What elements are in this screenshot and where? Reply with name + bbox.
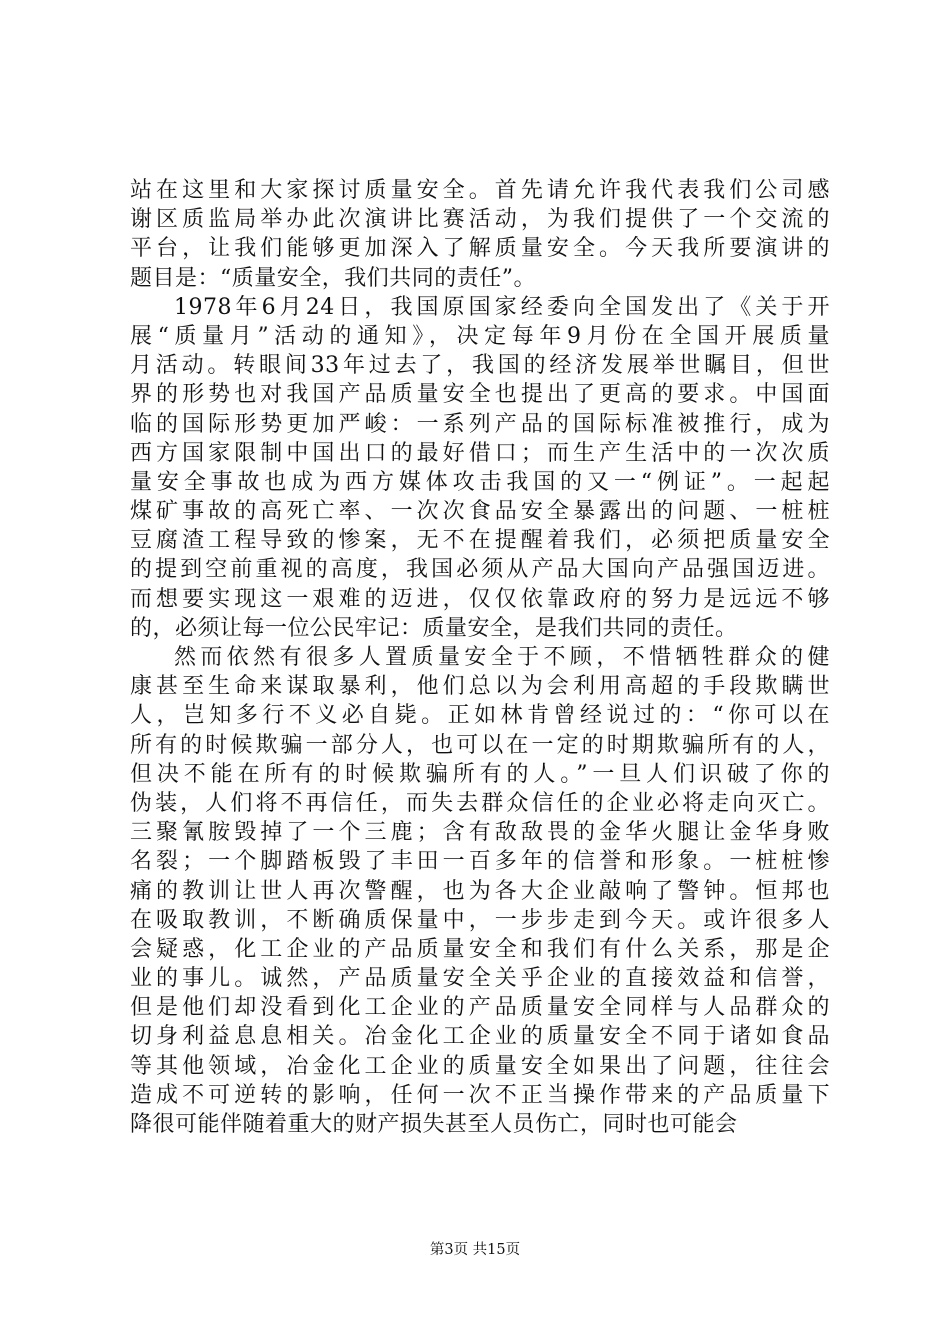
- text-line: 三聚氰胺毁掉了一个三鹿；含有敌敌畏的金华火腿让金华身败: [130, 820, 830, 846]
- text-line: 谢区质监局举办此次演讲比赛活动，为我们提供了一个交流的: [130, 207, 830, 233]
- text-line: 临的国际形势更加严峻：一系列产品的国际标准被推行，成为: [130, 411, 830, 437]
- text-line: 名裂；一个脚踏板毁了丰田一百多年的信誉和形象。一桩桩惨: [130, 849, 830, 875]
- text-line: 豆腐渣工程导致的惨案，无不在提醒着我们，必须把质量安全: [130, 528, 830, 554]
- text-line: 伪装，人们将不再信任，而失去群众信任的企业必将走向灭亡。: [130, 790, 830, 816]
- document-body: [130, 176, 830, 1139]
- paragraph: [130, 643, 830, 1139]
- text-line: 业的事儿。诚然，产品质量安全关乎企业的直接效益和信誉，: [130, 966, 830, 992]
- text-line: 切身利益息息相关。冶金化工企业的质量安全不同于诸如食品: [130, 1024, 830, 1050]
- text-line: 但决不能在所有的时候欺骗所有的人。”一旦人们识破了你的: [130, 761, 830, 787]
- text-line: 界的形势也对我国产品质量安全也提出了更高的要求。中国面: [130, 382, 830, 408]
- text-line: 然而依然有很多人置质量安全于不顾，不惜牺牲群众的健: [174, 645, 830, 670]
- paragraph: [130, 293, 830, 643]
- text-line: 而想要实现这一艰难的迈进，仅仅依靠政府的努力是远远不够: [130, 586, 830, 612]
- text-line: 1978年6月24日，我国原国家经委向全国发出了《关于开: [174, 294, 830, 320]
- text-line: 平台，让我们能够更加深入了解质量安全。今天我所要演讲的: [130, 236, 830, 262]
- page-footer: 第3页 共15页: [429, 1242, 521, 1258]
- text-line: 痛的教训让世人再次警醒，也为各大企业敲响了警钟。恒邦也: [130, 878, 830, 904]
- text-line: 煤矿事故的高死亡率、一次次食品安全暴露出的问题、一桩桩: [130, 499, 830, 525]
- text-line: 但是他们却没看到化工企业的产品质量安全同样与人品群众的: [130, 995, 830, 1021]
- text-line: 等其他领域，冶金化工企业的质量安全如果出了问题，往往会: [130, 1053, 830, 1079]
- text-line: 在吸取教训，不断确质保量中，一步步走到今天。或许很多人: [130, 907, 830, 933]
- text-line: 的，必须让每一位公民牢记：质量安全，是我们共同的责任。: [130, 615, 738, 641]
- text-line: 题目是：“质量安全，我们共同的责任”。: [130, 265, 536, 291]
- text-line: 西方国家限制中国出口的最好借口；而生产生活中的一次次质: [130, 440, 830, 466]
- text-line: 展“质量月”活动的通知》，决定每年9月份在全国开展质量: [130, 323, 830, 349]
- text-line: 所有的时候欺骗一部分人，也可以在一定的时期欺骗所有的人，: [130, 732, 830, 758]
- text-line: 月活动。转眼间33年过去了，我国的经济发展举世瞩目，但世: [130, 353, 830, 379]
- text-line: 的提到空前重视的高度，我国必须从产品大国向产品强国迈进。: [130, 557, 830, 583]
- text-line: 降很可能伴随着重大的财产损失甚至人员伤亡，同时也可能会: [130, 1112, 738, 1137]
- text-line: 人，岂知多行不义必自毙。正如林肯曾经说过的：“你可以在: [130, 703, 830, 729]
- text-line: 站在这里和大家探讨质量安全。首先请允许我代表我们公司感: [130, 178, 830, 203]
- text-line: 会疑惑，化工企业的产品质量安全和我们有什么关系，那是企: [130, 936, 830, 962]
- text-line: 造成不可逆转的影响，任何一次不正当操作带来的产品质量下: [130, 1082, 830, 1108]
- text-line: 康甚至生命来谋取暴利，他们总以为会利用高超的手段欺瞒世: [130, 674, 830, 700]
- text-line: 量安全事故也成为西方媒体攻击我国的又一“例证”。一起起: [130, 469, 830, 495]
- paragraph: [130, 176, 830, 293]
